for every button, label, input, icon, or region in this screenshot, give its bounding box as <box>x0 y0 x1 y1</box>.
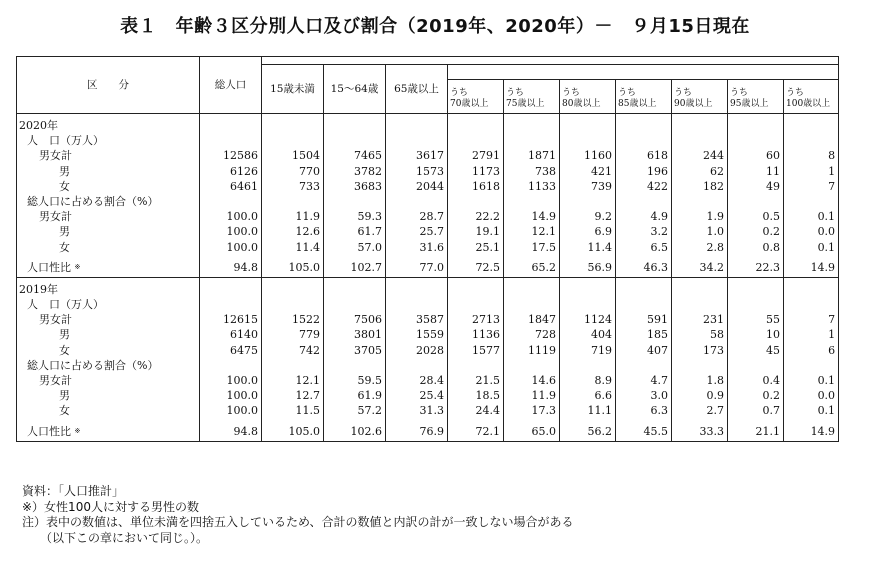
table-cell: 94.8 <box>233 260 258 274</box>
table-cell: 31.6 <box>419 240 444 254</box>
population-table <box>16 56 839 442</box>
table-cell: 1573 <box>416 164 444 178</box>
data-column <box>560 114 616 278</box>
table-cell: 3587 <box>416 313 444 327</box>
table-cell: 12.1 <box>295 374 320 387</box>
table-title: 表１ 年齢３区分別人口及び割合（2019年、2020年）－ ９月15日現在 <box>120 16 750 37</box>
table-cell: 0.7 <box>762 404 780 418</box>
footnotes <box>22 484 574 546</box>
table-cell: 6126 <box>230 164 258 178</box>
data-column <box>262 277 324 441</box>
table-cell: 28.4 <box>419 374 444 387</box>
header-100plus: うち 100歳以上 <box>784 80 839 114</box>
table-cell: 65.0 <box>531 424 556 438</box>
data-column <box>200 277 262 441</box>
female-label: 女 <box>59 343 70 357</box>
table-cell: 618 <box>647 149 668 163</box>
note-rounding: 注）表中の数値は、単位未満を四捨五入しているため、合計の数値と内訳の計が一致しない場合がある <box>22 515 574 529</box>
table-cell: 55 <box>766 313 780 327</box>
table-cell: 76.9 <box>419 424 444 438</box>
data-column <box>200 114 262 278</box>
table-cell: 7 <box>828 179 836 193</box>
table-cell: 1 <box>828 164 836 178</box>
table-cell: 404 <box>591 328 612 342</box>
table-cell: 22.3 <box>755 260 780 274</box>
table-cell: 1522 <box>292 313 320 327</box>
table-cell: 733 <box>299 179 320 193</box>
table-cell: 9.2 <box>594 210 612 224</box>
table-cell: 60 <box>766 149 780 163</box>
table-cell: 422 <box>647 179 668 193</box>
table-cell: 1160 <box>584 149 612 163</box>
table-cell: 1136 <box>472 328 500 342</box>
section-2019 <box>17 277 839 441</box>
table-cell: 45.5 <box>643 424 668 438</box>
female-label: 女 <box>59 179 70 193</box>
header-80plus: うち 80歳以上 <box>560 80 616 114</box>
data-column <box>784 114 839 278</box>
header-total: 総人口 <box>200 57 262 114</box>
table-cell: 1577 <box>472 343 500 357</box>
note-sexratio: ※）女性100人に対する男性の数 <box>22 499 199 514</box>
table-cell: 0.1 <box>817 374 836 387</box>
table-cell: 1124 <box>584 313 612 327</box>
table-cell: 11.1 <box>587 404 612 418</box>
population-label: 人 口（万人） <box>27 298 104 312</box>
table-cell: 100.0 <box>226 404 258 418</box>
table-cell: 1559 <box>416 328 444 342</box>
table-cell: 0.8 <box>762 240 780 254</box>
table-cell: 21.1 <box>755 424 780 438</box>
table-cell: 11.9 <box>295 210 320 224</box>
table-cell: 1871 <box>528 149 556 163</box>
table-cell: 3.2 <box>650 225 668 239</box>
data-column <box>448 277 504 441</box>
table-cell: 11.4 <box>295 240 320 254</box>
table-cell: 3705 <box>354 343 382 357</box>
labels-2020 <box>17 114 200 278</box>
table-cell: 1173 <box>472 164 500 178</box>
data-column <box>386 114 448 278</box>
table-cell: 196 <box>647 164 668 178</box>
table-cell: 2713 <box>472 313 500 327</box>
population-label: 人 口（万人） <box>27 134 104 148</box>
table-cell: 1119 <box>528 343 556 357</box>
table-cell: 6 <box>828 343 836 357</box>
table-cell: 728 <box>535 328 556 342</box>
table-cell: 7 <box>828 313 836 327</box>
table-cell: 57.2 <box>357 404 382 418</box>
data-column <box>616 114 672 278</box>
table-cell: 46.3 <box>643 260 668 274</box>
table-cell: 14.6 <box>531 374 556 387</box>
both-label: 男女計 <box>39 313 72 327</box>
table-cell: 14.9 <box>810 424 836 438</box>
table-cell: 6.9 <box>594 225 612 239</box>
table-cell: 62 <box>710 164 724 178</box>
table-cell: 19.1 <box>475 225 500 239</box>
table-cell: 6.3 <box>650 404 668 418</box>
table-cell: 739 <box>591 179 612 193</box>
table-cell: 33.3 <box>699 424 724 438</box>
table-cell: 6.6 <box>594 389 612 403</box>
data-column <box>324 114 386 278</box>
table-cell: 1618 <box>472 179 500 193</box>
header-under15: 15歳未満 <box>262 65 324 114</box>
table-cell: 0.1 <box>817 210 836 224</box>
table-cell: 2791 <box>472 149 500 163</box>
table-cell: 779 <box>299 328 320 342</box>
table-cell: 591 <box>647 313 668 327</box>
table-cell: 0.2 <box>762 225 780 239</box>
table-cell: 0.1 <box>817 404 836 418</box>
table-cell: 0.5 <box>762 210 780 224</box>
note-source: 資料：「人口推計」 <box>22 484 125 498</box>
table-cell: 12.1 <box>531 225 556 239</box>
table-cell: 11 <box>766 164 780 178</box>
male-label: 男 <box>59 164 70 178</box>
table-cell: 231 <box>703 313 724 327</box>
table-cell: 100.0 <box>226 210 258 224</box>
header-90plus: うち 90歳以上 <box>672 80 728 114</box>
table-cell: 25.7 <box>419 225 444 239</box>
data-column <box>728 277 784 441</box>
female-label: 女 <box>59 404 70 418</box>
table-cell: 12615 <box>223 313 258 327</box>
male-label: 男 <box>59 389 70 403</box>
table-cell: 4.9 <box>650 210 668 224</box>
table-cell: 2.8 <box>706 240 724 254</box>
table-cell: 0.2 <box>762 389 780 403</box>
table-cell: 1847 <box>528 313 556 327</box>
table-cell: 24.4 <box>475 404 500 418</box>
table-cell: 8 <box>828 149 836 163</box>
header-65plus: 65歳以上 <box>386 65 448 114</box>
table-cell: 6461 <box>230 179 258 193</box>
table-cell: 17.3 <box>531 404 556 418</box>
data-column <box>504 114 560 278</box>
table-cell: 6.5 <box>650 240 668 254</box>
table-cell: 12.7 <box>295 389 320 403</box>
data-column <box>324 277 386 441</box>
data-column <box>728 114 784 278</box>
table-cell: 4.7 <box>650 374 668 387</box>
table-cell: 2028 <box>416 343 444 357</box>
table-cell: 12586 <box>223 149 258 163</box>
table-cell: 25.1 <box>475 240 500 254</box>
table-cell: 0.0 <box>817 225 836 239</box>
table-cell: 185 <box>647 328 668 342</box>
table-cell: 0.4 <box>762 374 780 387</box>
table-cell: 2044 <box>416 179 444 193</box>
data-column <box>672 114 728 278</box>
table-cell: 11.5 <box>295 404 320 418</box>
table-cell: 1133 <box>528 179 556 193</box>
table-cell: 34.2 <box>699 260 724 274</box>
year-label-2020: 2020年 <box>19 119 58 132</box>
table-cell: 1.0 <box>706 225 724 239</box>
table-cell: 21.5 <box>475 374 500 387</box>
male-label: 男 <box>59 328 70 342</box>
table-cell: 1.8 <box>706 374 724 387</box>
table-cell: 49 <box>766 179 780 193</box>
female-label: 女 <box>59 240 70 254</box>
ratio-label: 総人口に占める割合（%） <box>27 358 159 372</box>
table-cell: 3617 <box>416 149 444 163</box>
data-column <box>672 277 728 441</box>
header-85plus: うち 85歳以上 <box>616 80 672 114</box>
table-cell: 94.8 <box>233 424 258 438</box>
table-cell: 56.9 <box>587 260 612 274</box>
table-cell: 72.5 <box>475 260 500 274</box>
table-cell: 102.7 <box>350 260 382 274</box>
male-label: 男 <box>59 225 70 239</box>
table-cell: 770 <box>299 164 320 178</box>
both-label: 男女計 <box>39 374 72 387</box>
table-cell: 173 <box>703 343 724 357</box>
table-cell: 61.9 <box>357 389 382 403</box>
data-column <box>262 114 324 278</box>
table-cell: 14.9 <box>531 210 556 224</box>
table-cell: 45 <box>766 343 780 357</box>
table-cell: 719 <box>591 343 612 357</box>
data-column <box>504 277 560 441</box>
table-cell: 738 <box>535 164 556 178</box>
ratio-label: 総人口に占める割合（%） <box>27 194 159 208</box>
table-cell: 12.6 <box>295 225 320 239</box>
table-cell: 0.9 <box>706 389 724 403</box>
both-label: 男女計 <box>39 210 72 224</box>
data-column <box>616 277 672 441</box>
table-cell: 6140 <box>230 328 258 342</box>
header-95plus: うち 95歳以上 <box>728 80 784 114</box>
table-cell: 59.5 <box>357 374 382 387</box>
table-cell: 10 <box>766 328 780 342</box>
labels-2019 <box>17 277 200 441</box>
table-cell: 28.7 <box>419 210 444 224</box>
year-label-2019: 2019年 <box>19 282 58 296</box>
table-cell: 3683 <box>354 179 382 193</box>
table-cell: 1 <box>828 328 836 342</box>
table-cell: 6475 <box>230 343 258 357</box>
header-spacer-1 <box>262 57 839 65</box>
table-cell: 7506 <box>354 313 382 327</box>
sexratio-label: 人口性比 ※ <box>27 424 81 438</box>
table-cell: 1.9 <box>706 210 724 224</box>
table-cell: 105.0 <box>288 424 320 438</box>
table-cell: 1504 <box>292 149 320 163</box>
table-cell: 77.0 <box>419 260 444 274</box>
header-75plus: うち 75歳以上 <box>504 80 560 114</box>
table-cell: 100.0 <box>226 374 258 387</box>
table-cell: 742 <box>299 343 320 357</box>
table-cell: 7465 <box>354 149 382 163</box>
table-cell: 58 <box>710 328 724 342</box>
table-cell: 100.0 <box>226 225 258 239</box>
table-cell: 244 <box>703 149 724 163</box>
table-cell: 17.5 <box>531 240 556 254</box>
table-cell: 22.2 <box>475 210 500 224</box>
table-cell: 182 <box>703 179 724 193</box>
table-cell: 57.0 <box>357 240 382 254</box>
header-category: 区 分 <box>17 57 200 114</box>
note-rounding-cont: （以下この章において同じ。）。 <box>22 530 209 545</box>
table-cell: 18.5 <box>475 389 500 403</box>
table-cell: 3801 <box>354 328 382 342</box>
table-cell: 421 <box>591 164 612 178</box>
both-label: 男女計 <box>39 149 72 163</box>
table-cell: 14.9 <box>810 260 836 274</box>
table-cell: 3.0 <box>650 389 668 403</box>
table-cell: 11.9 <box>531 389 556 403</box>
table-cell: 0.0 <box>817 389 836 403</box>
header-spacer-2 <box>448 65 839 80</box>
table-cell: 8.9 <box>594 374 612 387</box>
sexratio-label: 人口性比 ※ <box>27 260 81 274</box>
header-70plus: うち 70歳以上 <box>448 80 504 114</box>
table-cell: 72.1 <box>475 424 500 438</box>
table-cell: 65.2 <box>531 260 556 274</box>
table-cell: 100.0 <box>226 389 258 403</box>
data-column <box>784 277 839 441</box>
table-cell: 56.2 <box>587 424 612 438</box>
section-2020 <box>17 114 839 278</box>
table-cell: 25.4 <box>419 389 444 403</box>
data-column <box>386 277 448 441</box>
data-column <box>448 114 504 278</box>
table-cell: 61.7 <box>357 225 382 239</box>
table-cell: 105.0 <box>288 260 320 274</box>
table-cell: 407 <box>647 343 668 357</box>
table-cell: 31.3 <box>419 404 444 418</box>
table-cell: 100.0 <box>226 240 258 254</box>
table-cell: 102.6 <box>350 424 382 438</box>
table-cell: 59.3 <box>357 210 382 224</box>
table-cell: 2.7 <box>706 404 724 418</box>
table-cell: 3782 <box>354 164 382 178</box>
table-cell: 11.4 <box>587 240 612 254</box>
data-column <box>560 277 616 441</box>
header-15-64: 15～64歳 <box>324 65 386 114</box>
table-cell: 0.1 <box>817 240 836 254</box>
